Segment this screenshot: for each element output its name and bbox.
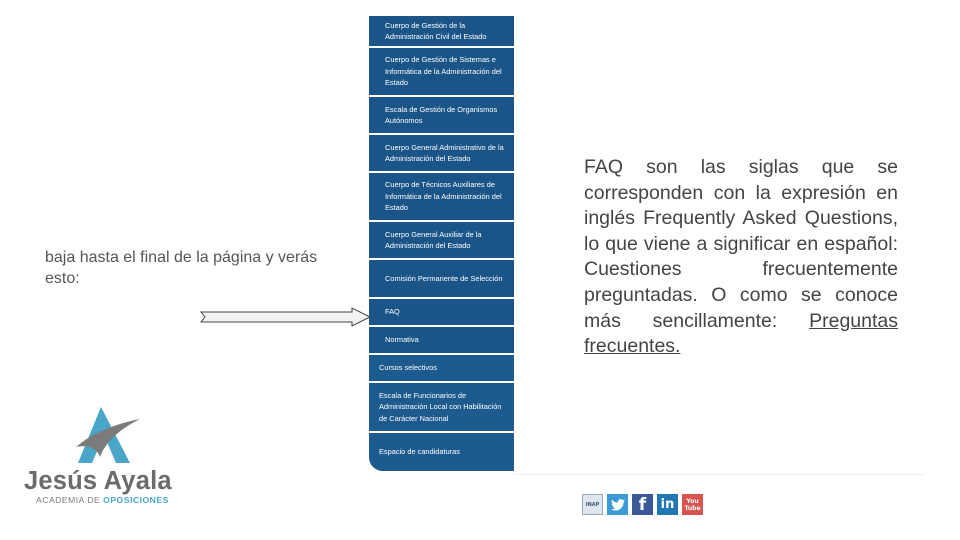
menu-item-general-administrativo[interactable]: [369, 135, 514, 173]
menu-item-normativa[interactable]: [369, 327, 514, 355]
twitter-bird-icon: [611, 499, 625, 511]
menu-item-gestion-sistemas[interactable]: [369, 48, 514, 97]
menu-item-label: Escala de Gestión de Organismos Autónomos: [385, 104, 498, 125]
menu-item-administracion-local[interactable]: [369, 383, 514, 433]
youtube-icon[interactable]: You Tube: [682, 494, 703, 515]
twitter-icon[interactable]: [607, 494, 628, 515]
inap-icon[interactable]: INAP: [582, 494, 603, 515]
faq-explanation: [584, 155, 898, 360]
logo-tagline-accent: OPOSICIONES: [103, 495, 169, 505]
logo-tagline: [36, 495, 169, 505]
menu-item-label: Cursos selectivos: [379, 363, 437, 373]
menu-item-label: Comisión Permanente de Selección: [385, 273, 503, 283]
facebook-icon[interactable]: f: [632, 494, 653, 515]
instruction-text: baja hasta el final de la página y verás esto:: [45, 249, 318, 287]
faq-link[interactable]: Preguntas frecuentes.: [584, 309, 898, 358]
menu-item-espacio-candidaturas[interactable]: [369, 433, 514, 471]
menu-item-tecnicos-auxiliares[interactable]: [369, 173, 514, 222]
menu-item-label: Cuerpo General Auxiliar de la Administración del Estado: [385, 229, 482, 250]
menu-item-label: Normativa: [385, 335, 419, 345]
arrow-right-icon: [200, 307, 372, 327]
menu-item-label: Cuerpo General Administrativo de la Administración del Estado: [385, 142, 504, 163]
logo-tagline-prefix: ACADEMIA DE: [36, 495, 104, 505]
menu-item-organismos-autonomos[interactable]: [369, 97, 514, 135]
social-links: [582, 494, 703, 515]
menu-item-gestion-civil[interactable]: [369, 16, 514, 48]
menu-item-faq[interactable]: [369, 299, 514, 327]
divider: [514, 474, 924, 475]
menu-item-cursos-selectivos[interactable]: [369, 355, 514, 383]
menu-item-label: Cuerpo de Gestión de la Administración Civil del Estado: [385, 20, 487, 41]
menu-item-label: FAQ: [385, 307, 400, 317]
menu-item-label: Cuerpo de Técnicos Auxiliares de Informática de la Administración del Estado: [385, 180, 502, 213]
menu-item-label: Espacio de candidaturas: [379, 447, 460, 457]
menu-item-general-auxiliar[interactable]: [369, 222, 514, 260]
faq-explanation-text: FAQ son las siglas que se corresponden con la expresión en inglés Frequently Asked Questions, lo que viene a significar en español: Cuestiones frecuentemente preguntadas. O como se conoce más sencillamente:: [584, 156, 898, 332]
menu-item-label: Cuerpo de Gestión de Sistemas e Informática de la Administración del Estado: [385, 55, 502, 88]
sidebar-menu: [369, 16, 514, 471]
linkedin-icon[interactable]: in: [657, 494, 678, 515]
menu-item-label: Escala de Funcionarios de Administración Local con Habilitación de Carácter Nacional: [379, 390, 502, 423]
logo-mark-icon: [74, 407, 144, 465]
logo-name: Jesús Ayala: [24, 467, 172, 495]
menu-item-comision-permanente[interactable]: [369, 260, 514, 299]
